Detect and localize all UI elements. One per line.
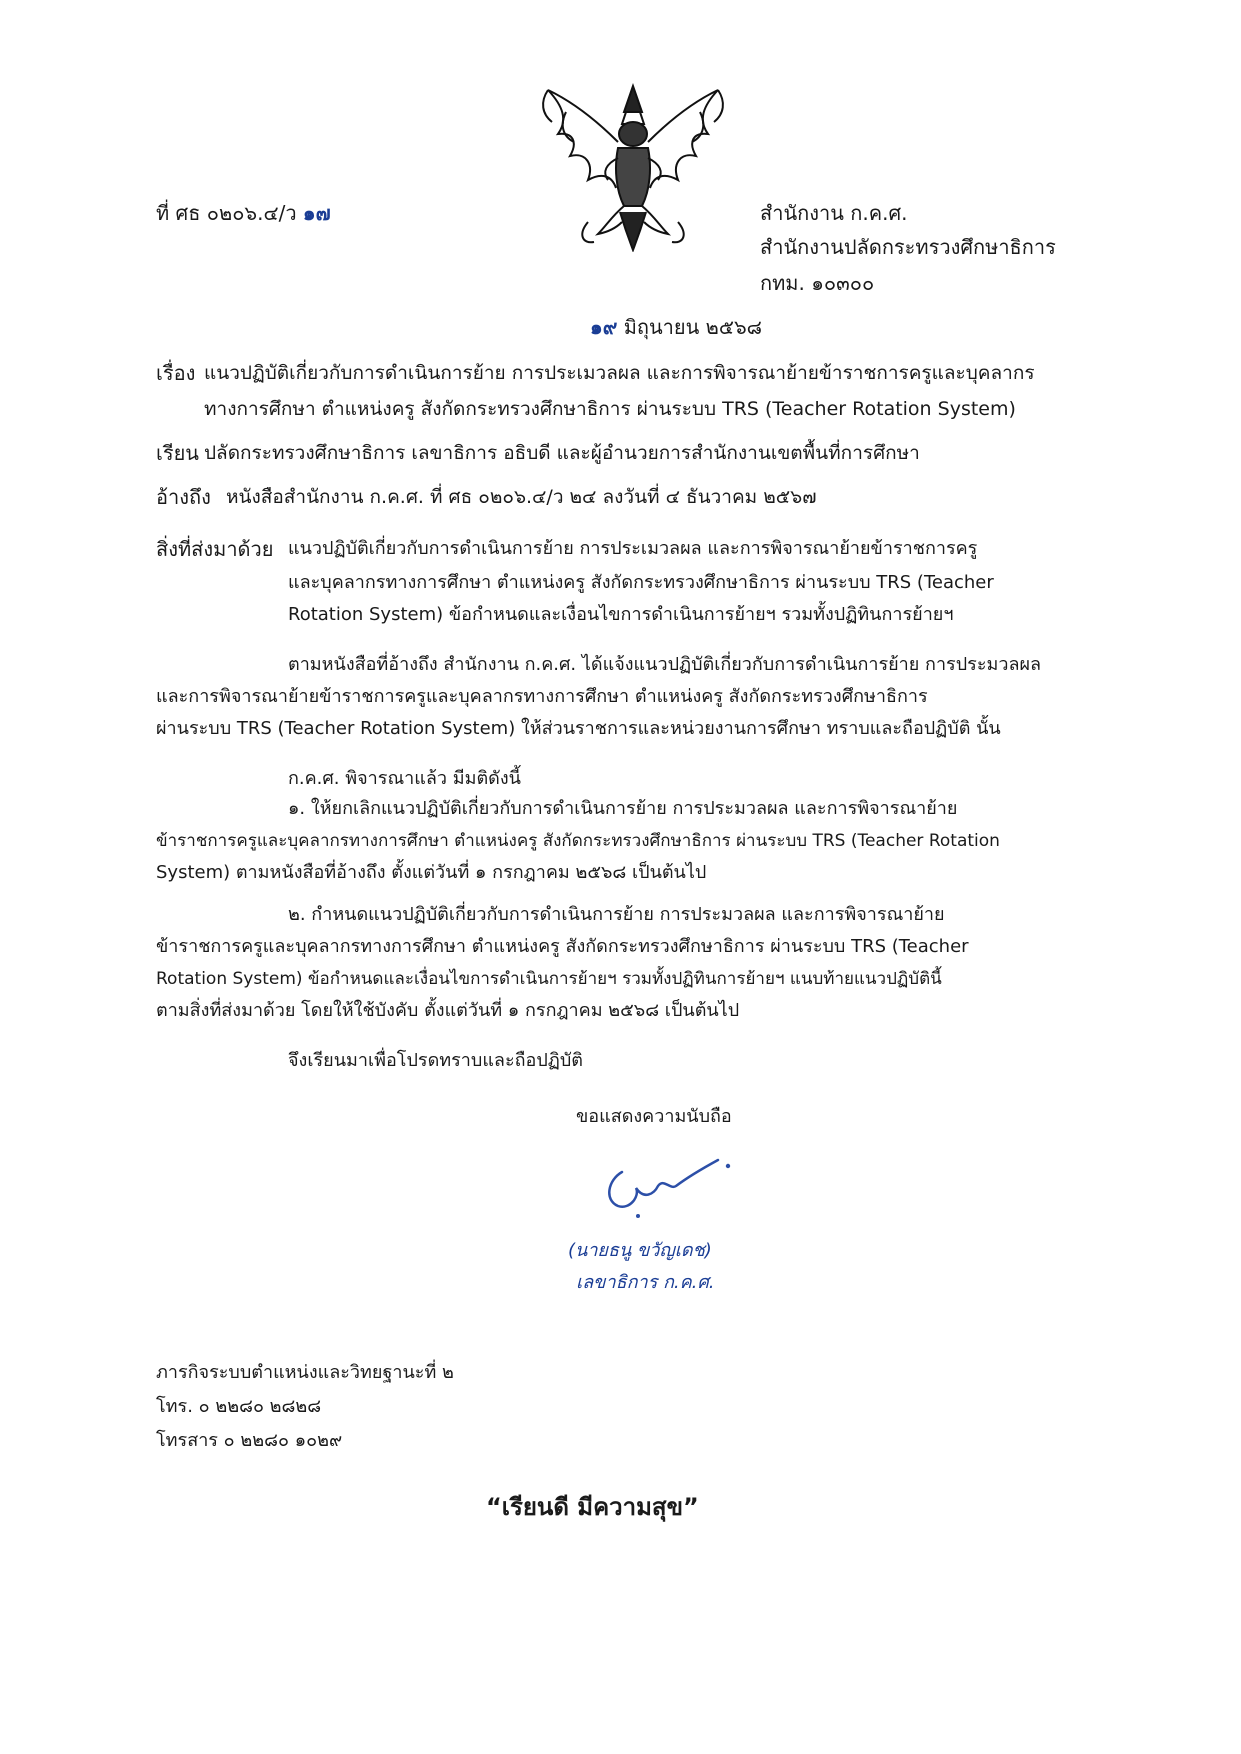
item-1-line-1: ๑. ให้ยกเลิกแนวปฏิบัติเกี่ยวกับการดำเนินการย้าย การประมวลผล และการพิจารณาย้าย [288,798,958,819]
reference-prefix: ที่ ศธ ๐๒๐๖.๔/ว [156,201,303,225]
footer-fax: โทรสาร ๐ ๒๒๘๐ ๑๐๒๙ [156,1430,343,1451]
closing-sentence: จึงเรียนมาเพื่อโปรดทราบและถือปฏิบัติ [288,1050,583,1071]
paragraph-1-line-1: ตามหนังสือที่อ้างถึง สำนักงาน ก.ค.ศ. ได้แจ้งแนวปฏิบัติเกี่ยวกับการดำเนินการย้าย การประมวลผล [288,654,1042,675]
to-label: เรียน [156,441,199,465]
paragraph-2: ก.ค.ศ. พิจารณาแล้ว มีมติดังนี้ [288,768,521,789]
subject-line-1: แนวปฏิบัติเกี่ยวกับการดำเนินการย้าย การประเมวลผล และการพิจารณาย้ายข้าราชการครูและบุคลากร [204,362,1035,384]
paragraph-1-line-3: ผ่านระบบ TRS (Teacher Rotation System) ให้ส่วนราชการและหน่วยงานการศึกษา ทราบและถือปฏิบัติ นั้น [156,718,1001,739]
garuda-emblem [528,72,738,252]
office-line-1: สำนักงาน ก.ค.ศ. [760,201,908,225]
reference-text: หนังสือสำนักงาน ก.ค.ศ. ที่ ศธ ๐๒๐๖.๔/ว ๒๔ ลงวันที่ ๔ ธันวาคม ๒๕๖๗ [226,486,817,508]
item-2-line-3: Rotation System) ข้อกำหนดและเงื่อนไขการดำเนินการย้ายฯ รวมทั้งปฏิทินการย้ายฯ แนบท้ายแนวปฏิบัตินี้ [156,969,942,989]
date-day: ๑๙ [590,315,618,339]
footer-phone: โทร. ๐ ๒๒๘๐ ๒๘๒๘ [156,1396,322,1417]
regards: ขอแสดงความนับถือ [576,1106,732,1127]
slogan: “เรียนดี มีความสุข” [486,1493,699,1521]
reference-number: ๑๗ [302,201,331,225]
item-1-line-3: System) ตามหนังสือที่อ้างถึง ตั้งแต่วันที่ ๑ กรกฎาคม ๒๕๖๘ เป็นต้นไป [156,862,707,883]
document-reference [156,196,331,230]
enclosure-line-1: แนวปฏิบัติเกี่ยวกับการดำเนินการย้าย การประเมวลผล และการพิจารณาย้ายข้าราชการครู [288,538,978,559]
enclosure-label: สิ่งที่ส่งมาด้วย [156,537,274,561]
office-line-3: กทม. ๑๐๓๐๐ [760,271,875,295]
footer-department: ภารกิจระบบตำแหน่งและวิทยฐานะที่ ๒ [156,1362,454,1383]
enclosure-line-2: และบุคลากรทางการศึกษา ตำแหน่งครู สังกัดกระทรวงศึกษาธิการ ผ่านระบบ TRS (Teacher [288,572,994,593]
signer-title: เลขาธิการ ก.ค.ศ. [576,1272,715,1293]
item-2-line-2: ข้าราชการครูและบุคลากรทางการศึกษา ตำแหน่งครู สังกัดกระทรวงศึกษาธิการ ผ่านระบบ TRS (Teacher [156,936,969,957]
item-1-line-2: ข้าราชการครูและบุคลากรทางการศึกษา ตำแหน่งครู สังกัดกระทรวงศึกษาธิการ ผ่านระบบ TRS (Teacher Rotation [156,831,1000,851]
reference-label: อ้างถึง [156,485,211,509]
subject-label: เรื่อง [156,361,196,385]
item-2-line-4: ตามสิ่งที่ส่งมาด้วย โดยให้ใช้บังคับ ตั้งแต่วันที่ ๑ กรกฎาคม ๒๕๖๘ เป็นต้นไป [156,1000,740,1021]
handwritten-signature [600,1150,750,1220]
date-month-year: มิถุนายน ๒๕๖๘ [617,315,763,339]
signer-name: (นายธนู ขวัญเดช) [568,1240,712,1261]
to-text: ปลัดกระทรวงศึกษาธิการ เลขาธิการ อธิบดี และผู้อำนวยการสำนักงานเขตพื้นที่การศึกษา [204,442,920,464]
document-date [590,310,762,344]
paragraph-1-line-2: และการพิจารณาย้ายข้าราชการครูและบุคลากรทางการศึกษา ตำแหน่งครู สังกัดกระทรวงศึกษาธิการ [156,686,928,707]
subject-line-2: ทางการศึกษา ตำแหน่งครู สังกัดกระทรวงศึกษาธิการ ผ่านระบบ TRS (Teacher Rotation System) [204,398,1016,420]
item-2-line-1: ๒. กำหนดแนวปฏิบัติเกี่ยวกับการดำเนินการย้าย การประมวลผล และการพิจารณาย้าย [288,904,945,925]
enclosure-line-3: Rotation System) ข้อกำหนดและเงื่อนไขการดำเนินการย้ายฯ รวมทั้งปฏิทินการย้ายฯ [288,604,954,625]
office-line-2: สำนักงานปลัดกระทรวงศึกษาธิการ [760,235,1056,259]
